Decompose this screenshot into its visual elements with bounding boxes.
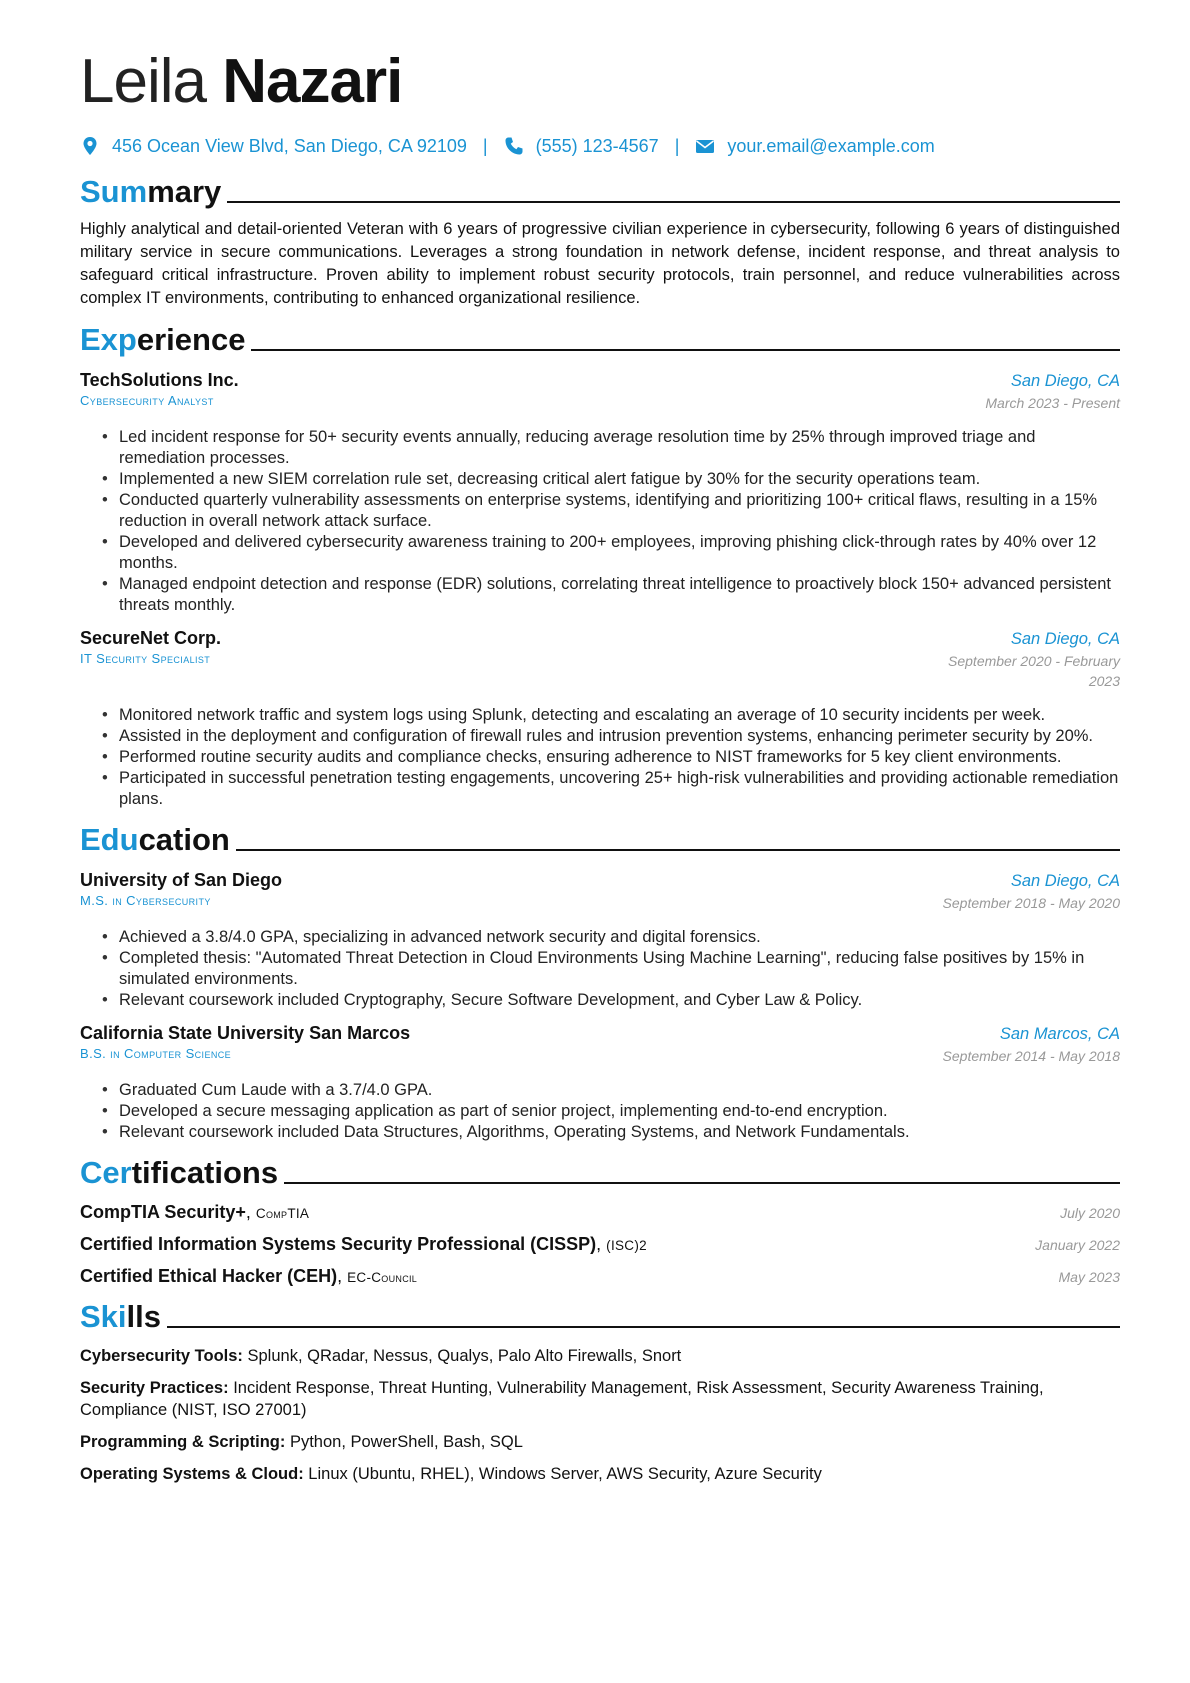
phone-link[interactable]: (555) 123-4567 <box>535 135 659 156</box>
section-rule <box>251 349 1120 351</box>
skill-row <box>80 1345 1120 1367</box>
certifications-heading <box>80 1151 1120 1191</box>
contact-line <box>80 130 1120 162</box>
bullet-item: • Conducted quarterly vulnerability assessments on enterprise systems, identifying and prioritizing 100+ critical flaws, resulting in a 15% reduction in overall network attack surface. <box>102 490 1120 532</box>
resume-content <box>80 48 1120 1485</box>
skills-heading <box>80 1295 1120 1335</box>
email-item <box>695 136 934 157</box>
phone-item <box>504 136 659 157</box>
certification-item: Certified Information Systems Security Professional (CISSP), (ISC)2 January 2022 <box>80 1234 1120 1254</box>
section-title-accent: Ski <box>80 1299 127 1334</box>
certification-name: Certified Ethical Hacker (CEH) <box>80 1266 338 1286</box>
certifications-section <box>80 1151 1120 1287</box>
section-title <box>80 174 221 210</box>
bullet-item: • Graduated Cum Laude with a 3.7/4.0 GPA. <box>102 1080 1120 1101</box>
skill-value: Incident Response, Threat Hunting, Vulnerability Management, Risk Assessment, Security Awareness Training, Compliance (NIST, ISO 27001) <box>80 1379 1044 1419</box>
job-location: San Diego, CA <box>1010 372 1120 390</box>
contact-separator: | <box>674 135 680 156</box>
certification-date: July 2020 <box>1060 1205 1120 1221</box>
certification-issuer: (ISC)2 <box>606 1238 647 1253</box>
education-entry <box>80 870 1120 1011</box>
bullet-item: • Completed thesis: "Automated Threat Detection in Cloud Environments Using Machine Learning", reducing false positives by 15% in simulated environments. <box>102 948 1120 990</box>
education-section <box>80 818 1120 1143</box>
school-name: University of San Diego <box>80 870 283 890</box>
school-location: San Marcos, CA <box>999 1025 1120 1043</box>
address-item <box>80 136 467 157</box>
section-title-rest: erience <box>136 322 246 357</box>
bullet-item: • Achieved a 3.8/4.0 GPA, specializing in advanced network security and digital forensics. <box>102 927 1120 948</box>
education-heading <box>80 818 1120 858</box>
degree: M.S. in Cybersecurity <box>80 893 211 908</box>
section-title <box>80 322 245 358</box>
bullet-item: • Relevant coursework included Cryptography, Secure Software Development, and Cyber Law & Policy. <box>102 990 1120 1011</box>
certification-item: Certified Ethical Hacker (CEH), EC-Council May 2023 <box>80 1266 1120 1286</box>
education-bullets <box>80 1080 1120 1143</box>
skill-row <box>80 1431 1120 1453</box>
education-bullets <box>80 927 1120 1011</box>
bullet-item: • Led incident response for 50+ security events annually, reducing average resolution time by 25% through improved triage and remediation processes. <box>102 427 1120 469</box>
map-marker-icon <box>80 136 100 156</box>
certification-date: May 2023 <box>1058 1269 1120 1285</box>
section-title-accent: Cer <box>80 1155 132 1190</box>
summary-heading <box>80 170 1120 210</box>
skill-value: Splunk, QRadar, Nessus, Qualys, Palo Alto Firewalls, Snort <box>247 1347 682 1365</box>
bullet-item: • Implemented a new SIEM correlation rule set, decreasing critical alert fatigue by 30% for the security operations team. <box>102 469 1120 490</box>
experience-heading <box>80 318 1120 358</box>
certification-date: January 2022 <box>1035 1237 1120 1253</box>
bullet-item: • Managed endpoint detection and response (EDR) solutions, correlating threat intelligence to proactively block 150+ advanced persistent threats monthly. <box>102 574 1120 616</box>
certification-name: Certified Information Systems Security Professional (CISSP) <box>80 1234 597 1254</box>
bullet-item: • Developed a secure messaging application as part of senior project, implementing end-to-end encryption. <box>102 1101 1120 1122</box>
certification-name: CompTIA Security+ <box>80 1202 246 1222</box>
bullet-item: • Performed routine security audits and compliance checks, ensuring adherence to NIST frameworks for 5 key client environments. <box>102 747 1120 768</box>
section-title <box>80 1299 161 1335</box>
first-name: Leila <box>80 47 206 116</box>
bullet-item: • Monitored network traffic and system logs using Splunk, detecting and escalating an average of 10 security incidents per week. <box>102 705 1120 726</box>
section-title-accent: Sum <box>80 174 148 209</box>
job-dates: September 2020 - February 2023 <box>948 653 1120 689</box>
skill-value: Linux (Ubuntu, RHEL), Windows Server, AWS Security, Azure Security <box>308 1465 822 1483</box>
certification-issuer: CompTIA <box>255 1206 310 1221</box>
company-name: SecureNet Corp. <box>80 628 222 648</box>
summary-section <box>80 170 1120 310</box>
skills-section <box>80 1295 1120 1485</box>
section-title <box>80 822 230 858</box>
skill-label: Security Practices: <box>80 1379 229 1397</box>
job-entry <box>80 370 1120 616</box>
contact-separator: | <box>482 135 488 156</box>
certification-item: CompTIA Security+, CompTIA July 2020 <box>80 1202 1120 1222</box>
bullet-item: • Developed and delivered cybersecurity awareness training to 200+ employees, improving phishing click-through rates by 40% over 12 months. <box>102 532 1120 574</box>
section-rule <box>227 201 1120 203</box>
company-name: TechSolutions Inc. <box>80 370 239 390</box>
skill-label: Cybersecurity Tools: <box>80 1347 243 1365</box>
school-name: California State University San Marcos <box>80 1023 411 1043</box>
section-rule <box>284 1182 1120 1184</box>
address-text: 456 Ocean View Blvd, San Diego, CA 92109 <box>112 135 467 156</box>
bullet-item: • Assisted in the deployment and configuration of firewall rules and intrusion prevention systems, enhancing perimeter security by 20%. <box>102 726 1120 747</box>
section-title-rest: cation <box>138 822 230 857</box>
bullet-item: • Relevant coursework included Data Structures, Algorithms, Operating Systems, and Network Fundamentals. <box>102 1122 1120 1143</box>
bullet-item: • Participated in successful penetration testing engagements, uncovering 25+ high-risk vulnerabilities and providing actionable remediation plans. <box>102 768 1120 810</box>
education-entry <box>80 1023 1120 1143</box>
section-title-rest: mary <box>147 174 222 209</box>
envelope-icon <box>695 136 715 156</box>
job-title: IT Security Specialist <box>80 651 211 666</box>
job-dates: March 2023 - Present <box>985 395 1120 411</box>
section-title-rest: lls <box>126 1299 161 1334</box>
last-name: Nazari <box>222 47 403 116</box>
job-title: Cybersecurity Analyst <box>80 393 214 408</box>
skill-label: Operating Systems & Cloud: <box>80 1465 304 1483</box>
section-title-rest: tifications <box>131 1155 279 1190</box>
job-bullets <box>80 427 1120 616</box>
experience-section <box>80 318 1120 810</box>
phone-icon <box>504 136 524 156</box>
summary-text: Highly analytical and detail-oriented Veteran with 6 years of progressive civilian experience in cybersecurity, following 6 years of distinguished military service in secure communications. Leverages a strong foundation in network defense, incident response, and threat analysis to safeguard critical infrastructure. Proven ability to implement robust security protocols, train personnel, and reduce vulnerabilities across complex IT environments, contributing to enhanced organizational resilience. <box>80 220 1120 307</box>
section-title-accent: Exp <box>80 322 137 357</box>
skill-row <box>80 1463 1120 1485</box>
section-title-accent: Edu <box>80 822 139 857</box>
skill-value: Python, PowerShell, Bash, SQL <box>289 1433 523 1451</box>
job-entry <box>80 628 1120 810</box>
certification-issuer: EC-Council <box>347 1270 418 1285</box>
education-dates: September 2018 - May 2020 <box>942 895 1120 911</box>
section-rule <box>236 849 1120 851</box>
skill-label: Programming & Scripting: <box>80 1433 286 1451</box>
job-bullets <box>80 705 1120 810</box>
skill-row <box>80 1377 1120 1421</box>
candidate-name <box>80 48 1120 116</box>
education-dates: September 2014 - May 2018 <box>942 1048 1120 1064</box>
degree: B.S. in Computer Science <box>80 1046 232 1061</box>
job-location: San Diego, CA <box>1010 630 1120 648</box>
section-title <box>80 1155 278 1191</box>
section-rule <box>167 1326 1120 1328</box>
email-link[interactable]: your.email@example.com <box>727 135 935 156</box>
school-location: San Diego, CA <box>1010 872 1120 890</box>
